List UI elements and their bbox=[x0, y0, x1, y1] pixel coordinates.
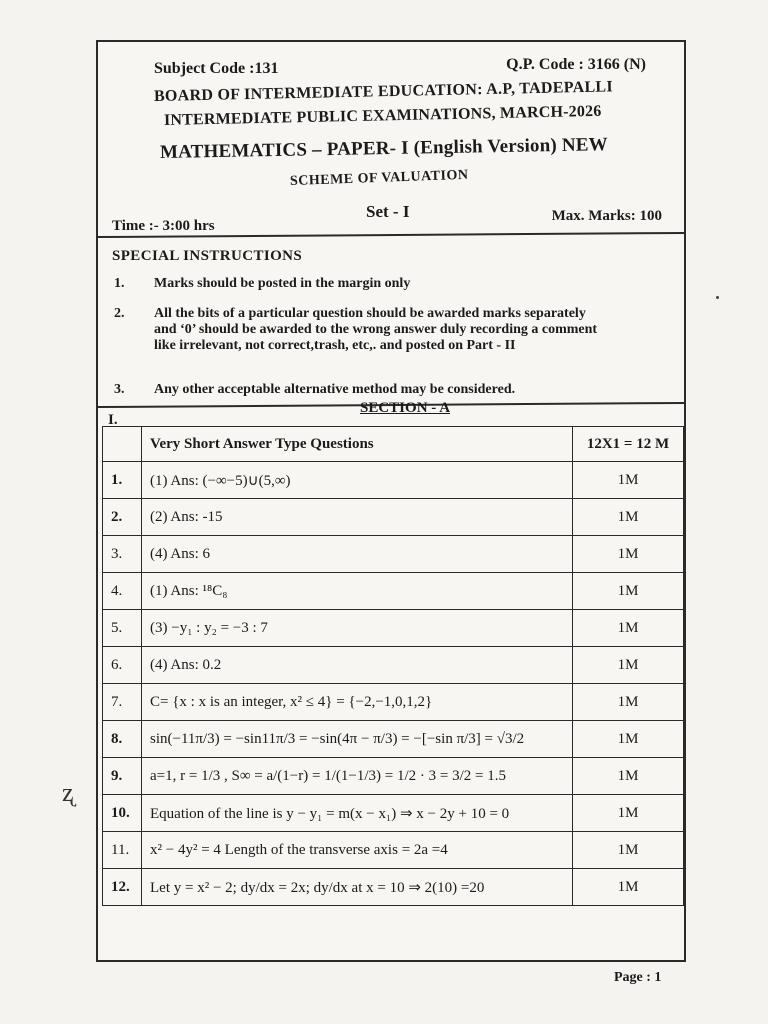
answer-marks: 1M bbox=[573, 684, 684, 721]
section-number: I. bbox=[108, 412, 118, 428]
subject-code: Subject Code :131 bbox=[154, 60, 279, 77]
table-row: 10. Equation of the line is y − y₁ = m(x − x₁) ⇒ x − 2y + 10 = 0 1M bbox=[103, 795, 684, 832]
stray-dot bbox=[716, 296, 719, 299]
answer-marks: 1M bbox=[573, 573, 684, 610]
section-subheading: Very Short Answer Type Questions bbox=[142, 427, 573, 462]
answer-key-page: Subject Code :131 Q.P. Code : 3166 (N) BOARD OF INTERMEDIATE EDUCATION: A.P, TADEPALLI INTERMEDIATE PUBLIC EXAMINATIONS, MARCH-2026 MATHEMATICS – PAPER- I (English Version) NEW SCHEME OF VALUATION Time :- 3:00 hrs Set - I Max. Marks: 100 SPECIAL INSTRUCTIONS 1. Marks should be posted in the margin only 2. All the bits of a particular question should be awarded marks separately and ‘0’ should be awarded to the wrong answer duly recording a comment like irrelevant, not correct,trash, etc,. and posted on Part - II 3. Any other acceptable alternative method may be considered. I. SECTION - A Very Short Answer Type Questions 12X1 = 12 M 1. (1) Ans: (−∞−5)∪(5,∞) 1M 2. (2) Ans: -15 1M 3. (4) Ans: 6 1M 4. (1) Ans: ¹⁸C₈ 1M 5. (3) −y₁ : y₂ = −3 : 7 1M 6. (4) Ans: 0.2 1M 7. C= {x : x is an integer, x² ≤ 4} = {−2,−1,0,1,2} 1M 8. sin(−11π/3) = −sin11π/3 = −sin(4π − π/3) = −[−sin π/3] = √3/2 1M 9. a=1, r = 1/3 , S∞ = a/(1−r) = 1/(1−1/3) = 1/2 · 3 = 3/2 = 1.5 1M 10. Equation of the line is y − y₁ = m(x − x₁) ⇒ x − 2y + 10 = 0 1M 11. x² − 4y² = 4 Length of the transverse axis = 2a =4 1M 12. Let y = x² − 2; dy/dx = 2x; dy/dx at x = 10 ⇒ 2(10) =20 1M bbox=[96, 40, 686, 962]
time-allowed: Time :- 3:00 hrs bbox=[112, 218, 215, 234]
table-row: 11. x² − 4y² = 4 Length of the transverse axis = 2a =4 1M bbox=[103, 832, 684, 869]
answer-text: C= {x : x is an integer, x² ≤ 4} = {−2,−1,0,1,2} bbox=[142, 684, 573, 721]
answer-marks: 1M bbox=[573, 795, 684, 832]
table-row: 9. a=1, r = 1/3 , S∞ = a/(1−r) = 1/(1−1/3) = 1/2 · 3 = 3/2 = 1.5 1M bbox=[103, 758, 684, 795]
answer-text: (3) −y₁ : y₂ = −3 : 7 bbox=[142, 610, 573, 647]
table-row: 1. (1) Ans: (−∞−5)∪(5,∞) 1M bbox=[103, 462, 684, 499]
section-title: SECTION - A bbox=[360, 400, 451, 416]
table-row: 2. (2) Ans: -15 1M bbox=[103, 499, 684, 536]
table-row: 6. (4) Ans: 0.2 1M bbox=[103, 647, 684, 684]
board-name: BOARD OF INTERMEDIATE EDUCATION: A.P, TADEPALLI bbox=[153, 78, 614, 105]
table-row: 8. sin(−11π/3) = −sin11π/3 = −sin(4π − π/3) = −[−sin π/3] = √3/2 1M bbox=[103, 721, 684, 758]
handwritten-margin-mark: ʐ bbox=[62, 778, 74, 807]
answer-marks: 1M bbox=[573, 758, 684, 795]
answer-marks: 1M bbox=[573, 721, 684, 758]
answer-text: (1) Ans: ¹⁸C₈ bbox=[142, 573, 573, 610]
answer-marks: 1M bbox=[573, 647, 684, 684]
section-total-marks: 12X1 = 12 M bbox=[573, 427, 684, 462]
table-row: 3. (4) Ans: 6 1M bbox=[103, 536, 684, 573]
answer-marks: 1M bbox=[573, 499, 684, 536]
answer-marks: 1M bbox=[573, 869, 684, 906]
answer-text: Let y = x² − 2; dy/dx = 2x; dy/dx at x = 10 ⇒ 2(10) =20 bbox=[142, 869, 573, 906]
answer-marks: 1M bbox=[573, 832, 684, 869]
qp-code: Q.P. Code : 3166 (N) bbox=[506, 56, 646, 73]
page-number: Page : 1 bbox=[614, 970, 662, 985]
table-row: 12. Let y = x² − 2; dy/dx = 2x; dy/dx at x = 10 ⇒ 2(10) =20 1M bbox=[103, 869, 684, 906]
answer-marks: 1M bbox=[573, 610, 684, 647]
table-row: 7. C= {x : x is an integer, x² ≤ 4} = {−2,−1,0,1,2} 1M bbox=[103, 684, 684, 721]
subject-title: MATHEMATICS – PAPER- I (English Version) NEW bbox=[159, 134, 609, 163]
answer-text: a=1, r = 1/3 , S∞ = a/(1−r) = 1/(1−1/3) = 1/2 · 3 = 3/2 = 1.5 bbox=[142, 758, 573, 795]
answer-text: (1) Ans: (−∞−5)∪(5,∞) bbox=[142, 462, 573, 499]
set-label: Set - I bbox=[366, 202, 410, 221]
answer-text: (4) Ans: 0.2 bbox=[142, 647, 573, 684]
table-row: 4. (1) Ans: ¹⁸C₈ 1M bbox=[103, 573, 684, 610]
exam-name: INTERMEDIATE PUBLIC EXAMINATIONS, MARCH-2026 bbox=[163, 102, 602, 129]
table-row: 5. (3) −y₁ : y₂ = −3 : 7 1M bbox=[103, 610, 684, 647]
answers-table bbox=[102, 426, 684, 906]
max-marks: Max. Marks: 100 bbox=[551, 208, 662, 224]
answer-marks: 1M bbox=[573, 536, 684, 573]
table-header-row bbox=[103, 427, 684, 462]
answer-text: (4) Ans: 6 bbox=[142, 536, 573, 573]
answer-text: Equation of the line is y − y₁ = m(x − x₁) ⇒ x − 2y + 10 = 0 bbox=[142, 795, 573, 832]
instructions-title: SPECIAL INSTRUCTIONS bbox=[112, 248, 303, 264]
answer-text: sin(−11π/3) = −sin11π/3 = −sin(4π − π/3) = −[−sin π/3] = √3/2 bbox=[142, 721, 573, 758]
answer-text: (2) Ans: -15 bbox=[142, 499, 573, 536]
answer-marks: 1M bbox=[573, 462, 684, 499]
answer-text: x² − 4y² = 4 Length of the transverse axis = 2a =4 bbox=[142, 832, 573, 869]
scheme-title: SCHEME OF VALUATION bbox=[289, 167, 469, 189]
